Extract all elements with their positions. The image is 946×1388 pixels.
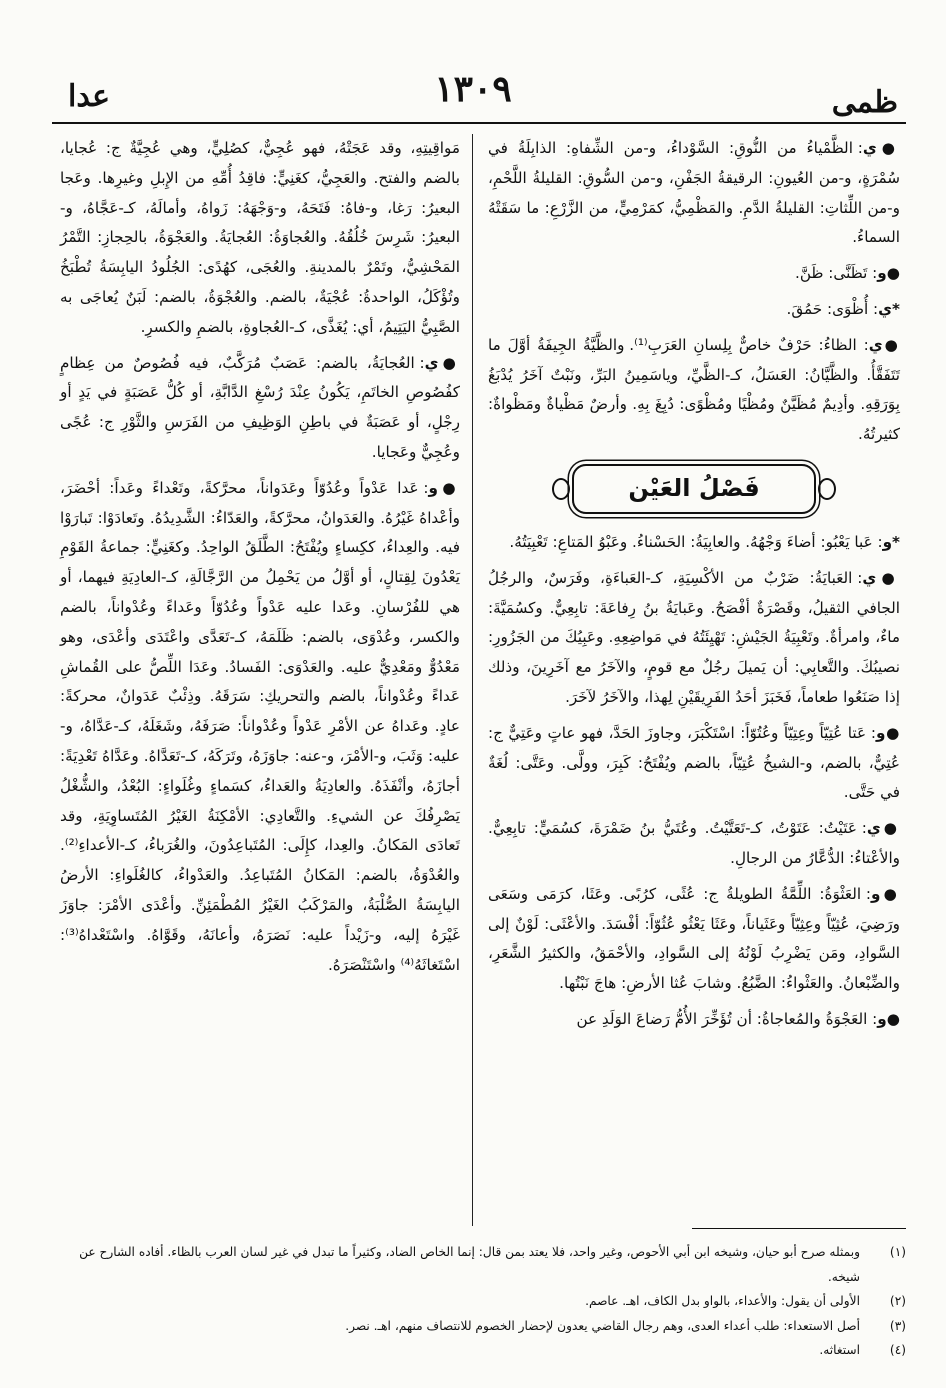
header-left-word: عدا [68, 79, 110, 114]
entry-mark: ●و [428, 478, 460, 497]
section-title-box [572, 464, 816, 514]
entry [488, 880, 900, 999]
header-right-word: ظمى [831, 85, 898, 120]
entry-text: : عَبا يَعْبُو: أضاءَ وَجْهُهُ. والعابِيَةُ: الحَسْناءُ. وعَبْوُ المَتاعِ: تَعْبِيَتُهُ. [509, 532, 883, 551]
footnote-text: استغاثه. [819, 1343, 860, 1357]
entry-text: : العَثْوَةُ: اللِّمَّةُ الطويلةُ ج: عُثًى، كرُبًى. وعَثَا، كرَمَى وسَعَى ورَضِيَ، عُثِيّاً وعِثِيّاً وعَثَياناً، وعَثَا يَعْثُو عُثُوّاً: أفْسَدَ. والأعْثَى: لَوْنٌ إلى السَّوادِ، ومَن يَضْرِبُ لَوْنُهُ إلى السَّوادِ، والأحْمَقُ، والكثيرُ الشَّعَرِ، والضِّبْعانُ. والعَثْواءُ: الضَّبُعُ. وشابَ عُثا الأرضِ: هاجَ نَبْتُها. [488, 884, 900, 993]
entry-mark: ●ي [862, 139, 900, 157]
footnote-number: (٤) [889, 1343, 906, 1357]
footnote-text: الأولى أن يقول: والأعداء، بالواو بدل الكاف، اهـ. عاصم. [585, 1294, 860, 1308]
entry-text: : عَتَيْتُ: عَتَوْتُ، كـ-تَعَتَّيْتُ. وعُتَيُّ بنُ ضَمْرَةَ، كسُمَيٍّ: تابِعِيٌّ. والأعْتاءُ: الدُّعَّارُ من الرجالِ. [488, 819, 900, 867]
entry-text: : الظَّمْياءُ من النُّوقِ: السَّوْداءُ، و-من الشِّفاهِ: الذابِلَةُ في سُمْرَةٍ، و-من العُيونِ: الرقيقةُ الجَفْنِ، و-من السُّوقِ: القليلةُ اللَّحْمِ، و-من اللِّثاتِ: القليلةُ الدَّمِ. والمَظْمِيُّ، كمَرْمِيٍّ، من الزَّرْعِ: ما سَقَتْهُ السماءُ. [488, 139, 900, 247]
entry-mark: ●ي [424, 353, 460, 372]
entry-text: : العَجْوَةُ والمُعاجاةُ: أن تُؤَخِّرَ الأُمُّ رَضاعَ الوَلَدِ عن [576, 1009, 878, 1028]
entry [488, 331, 900, 450]
entry-mark: ●ي [868, 335, 900, 354]
section-title: فَصْلُ العَيْن [628, 474, 760, 503]
footnote-number: (٢) [889, 1294, 906, 1308]
entry-mark: ●و [877, 264, 900, 283]
entry-text: : الظاءُ: حَرْفٌ خاصٌّ بِلِسانِ العَرَبِ⁽¹⁾. والظَّيَّةُ الجِيفَةُ أوَّلَ ما تَتَفَقَّأُ. والظَّيَّانُ: العَسَلُ، كـ-الظَّيِّ، وياسَمِينُ البَرِّ، ونَبْتٌ آخَرُ يُدْبَغُ بِوَرَقِهِ. وأدِيمٌ مُظَيَّنٌ ومُظْيًا ومُظْوًى: دُبِغَ بِهِ. وأرضٌ مَظْياةٌ ومَظْواةٌ: كثيرتُهُ. [488, 335, 900, 444]
footnote [52, 1338, 906, 1363]
entry-mark: *و [882, 532, 900, 551]
footnote [52, 1240, 906, 1289]
entry [60, 134, 460, 343]
footnote [52, 1314, 906, 1339]
ornament-icon [818, 478, 836, 500]
entry-mark: ●و [871, 884, 900, 903]
header-rule [52, 122, 906, 124]
right-column [488, 134, 900, 1041]
page-number: ١٣٠٩ [434, 68, 512, 110]
column-divider [472, 134, 473, 1226]
footnote-number: (١) [889, 1245, 906, 1259]
entry-text: : عَتا عُتِيّاً وعِتِيّاً وعُتُوّاً: اسْتَكْبَرَ، وجاوزَ الحَدَّ، فهو عاتٍ وعَتِيٌّ ج: عُتِيٌّ، بالضم، و-الشيخُ عُتِيّاً، بالضم ويُفْتَحُ: كَبِرَ، وولَّى. وعَتَّى: لُغَةٌ في حَتَّى. [488, 723, 900, 802]
entry [60, 474, 460, 981]
entry [488, 134, 900, 253]
entry-text: : تَظَنَّى: ظَنَّ. [795, 264, 878, 283]
entry-mark: *ي [878, 299, 900, 318]
entry-text: : العَبايَةُ: ضَرْبٌ من الأكْسِيَةِ، كـ-العَباءَةِ، وفَرَسٌ، والرجُلُ الجافي الثقيلُ، وقَصْرَةٌ أفْصَحُ. وعَبايَةُ بنُ رِفاعَةَ: تابِعِيٌّ. وكسُمَيَّةَ: ماءٌ، وامرأةٌ. وتَعْبِيَةُ الجَيْشِ: تَهْيِئَتُهُ في مَواضِعِهِ. وعَبِيُكَ من الجَزُورِ: نصيبُكَ. والتَّعابِي: أن يَميلَ رجُلٌ مع قومٍ، والآخَرُ مع آخَرِينَ، وذلك إذا صَنَعُوا طعاماً، فَخَبَزَ أحَدُ الفَرِيقَيْنِ لِهذا، والآخَرُ لآخَرَ. [488, 568, 900, 706]
entry [488, 295, 900, 325]
footnote-text: أصل الاستعداء: طلب أعداء العدى، وهم رجال القاضي يعدون لإحضار الخصوم للانتصاف منهم، اهـ. نصر. [345, 1318, 860, 1333]
entry-text: : أُظْوَى: حَمُقَ. [786, 299, 879, 318]
entry-text: : العُجايَةُ، بالضم: عَصَبٌ مُرَكَّبٌ، فيه فُصُوصٌ من عِظامٍ كفُصُوصِ الخاتَمِ، يَكُونُ عِنْدَ رُسْغِ الدَّابَّةِ، أو كُلُّ عَصَبَةٍ في يَدٍ أو رِجْلٍ، أو عَصَبَةٌ في باطِنِ الوَظِيفِ من الفَرَسِ والثَّوْرِ ج: عُجًى وعُجِيٌّ وعَجايا. [60, 353, 460, 461]
entry [60, 349, 460, 468]
entry-mark: ●ي [866, 819, 901, 838]
entry-text: : عَدا عَدْواً وعُدُوّاً وعَدَواناً، محرَّكةً، وتَعْداءً وعَداً: أحْضَرَ، وأعْداهُ غَيْرُهُ. والعَدَوانُ، محرَّكةً، والعَدّاءُ: الشَّدِيدُهُ. وتَعادَوْا: تَبارَوْا فيه. والعِداءُ، ككِساءٍ ويُفْتَحُ: الطَّلَقُ الواحِدُ. وكغَنِيٍّ: جماعةُ القَوْمِ يَعْدُونَ لِقِتالٍ، أو أوَّلُ من يَحْمِلُ من الرَّجَّالَةِ، كـ-العادِيَةِ فيهما، أو هي للفُرْسانِ. وعَدا عليه عَدْواً وعُدُوّاً وعَداءً وعُدْواناً، بالضم والكسر، وعُدْوَى، بالضم: ظَلَمَهُ، كـ-تَعَدَّى واعْتَدَى وأعْدَى، وهو مَعْدُوٌّ ومَعْدِيٌّ عليه. والعَدْوَى: الفَسادُ. وعَدَا اللِّصُّ على القُماشِ عَداءً وعُدْواناً، بالضم والتحريكِ: سَرَقَهُ. وذِئْبٌ عَدَوانٌ، محركةً: عادٍ. وعَداهُ عن الأمْرِ عَدْواً وعُدْواناً: صَرَفَهُ، وشَغَلَهُ، كـ-عَدَّاهُ، و-عليه: وَثَبَ، و-الأمْرَ، و-عنه: جاوَزَهُ، وتَرَكَهُ، كـ-تَعَدَّاهُ. وعَدَّاهُ تَعْدِيَةً: أجازَهُ، وأنْفَذَهُ. والعادِيَةُ والعَداءُ، كسَماءٍ وغُلَواءٍ: البُعْدُ، والشُّغْلُ يَصْرِفُكَ عن الشيءِ. والتَّعادِي: الأمْكِنَةُ الغَيْرُ المُتَساوِيَةِ، وقد تَعادَى المَكانُ. والعِدا، كإِلَى: المُتَباعِدُونَ، والغُرَباءُ، كـ-الأعداءِ⁽²⁾. والعُدْوَةُ، بالضم: المَكانُ المُتَباعِدُ. والعَدْواءُ، كالغُلَواءِ: الأرضُ اليابِسَةُ الصُّلْبَةُ، والمَرْكَبُ الغَيْرُ المُطْمَئِنِّ. وأعْدَى الأمْرَ: جاوَزَ غَيْرَهُ إليه، و-زَيْداً عليه: نَصَرَهُ، وأعانَهُ، وقَوَّاهُ. واسْتَعْداهُ⁽³⁾: اسْتَغاثَهُ⁽⁴⁾ واسْتَنْصَرَهُ. [60, 478, 460, 974]
entry-text: مَواقِيتِهِ، وقد عَجَتْهُ، فهو عُجِيٌّ، كصُلِيٍّ، وهي عُجِيَّةٌ ج: عُجايا، بالضم والفتح. والعَجِيُّ، كغَنِيٍّ: فاقِدُ أُمِّهِ من الإِبلِ وغيرِها. وعَجا البعيرُ: رَغا، و-فاهُ: فَتَحَهُ، و-وَجْهَهُ: زَواهُ، وأمالَهُ، كـ-عَجَّاهُ، و-البعيرُ: شَرِسَ خُلُقُهُ. والعُجاوَةُ: العُجايَةُ. والعَجْوَةُ، بالحِجازِ: التَّمْرُ المَحْشِيُّ، وتَمْرٌ بالمدينةِ. والعُجَى، كهُدًى: الجُلُودُ اليابِسَةُ تُطْبَخُ وتُؤْكَلُ، الواحدةُ: عُجْيَةٌ، بالضم. والعُجْوَةُ، بالضم: لَبَنٌ يُعاجَى به الصَّبِيُّ اليَتِيمُ، أي: يُغَذَّى، كـ-العُجاوةِ، بالضمِ والكسرِ. [60, 139, 460, 336]
footnote-number: (٣) [889, 1318, 906, 1333]
entry [488, 719, 900, 808]
entry [488, 259, 900, 289]
entry-mark: ●ي [862, 568, 901, 587]
footnotes [52, 1240, 906, 1363]
entry-mark: ●و [877, 1009, 900, 1028]
entry-mark: ●و [876, 723, 900, 742]
ornament-icon [552, 478, 570, 500]
entry [488, 1005, 900, 1035]
footnote-text: وبمثله صرح أبو حيان، وشيخه ابن أبي الأحوص، وغير واحد، فلا يعتد بمن قال: إنما الخاص الضاد، وكثيراً ما تبدل في غير لسان العرب بالظاء. أفاده الشارح عن شيخه. [79, 1245, 860, 1284]
footnote [52, 1289, 906, 1314]
entry [488, 564, 900, 713]
footnote-rule [692, 1228, 906, 1229]
entry [488, 814, 900, 874]
left-column [60, 134, 460, 986]
entry [488, 528, 900, 558]
